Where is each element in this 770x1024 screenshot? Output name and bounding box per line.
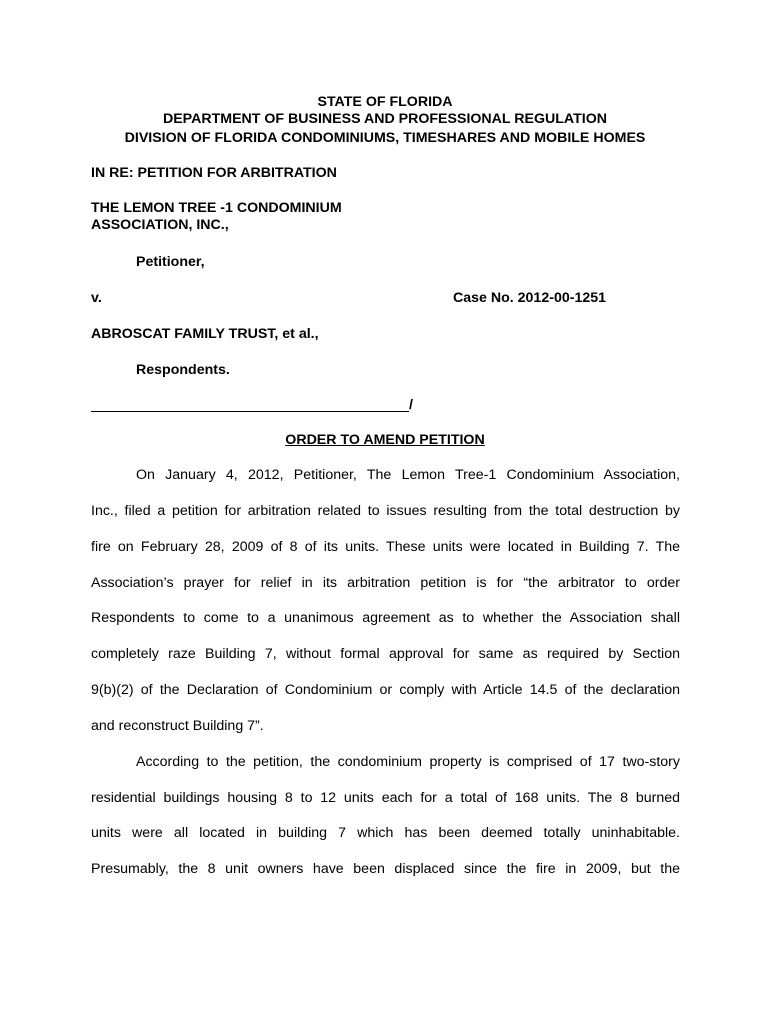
header-division: DIVISION OF FLORIDA CONDOMINIUMS, TIMESHARES AND MOBILE HOMES — [124, 130, 646, 146]
body-p1-line-1: On January 4, 2012, Petitioner, The Lemon Tree-1 Condominium Association, — [136, 467, 680, 483]
caption-versus: v. — [91, 290, 102, 306]
caption-respondent-name: ABROSCAT FAMILY TRUST, et al., — [91, 326, 319, 342]
body-p1-line-7: 9(b)(2) of the Declaration of Condominium or comply with Article 14.5 of the declaration — [91, 682, 680, 698]
body-p1-line-3: fire on February 28, 2009 of 8 of its units. These units were located in Building 7. The — [91, 539, 680, 555]
header-state: STATE OF FLORIDA — [317, 94, 453, 110]
caption-in-re: IN RE: PETITION FOR ARBITRATION — [91, 165, 337, 181]
body-p1-line-8: and reconstruct Building 7”. — [91, 718, 264, 734]
body-p2-line-1: According to the petition, the condominium property is comprised of 17 two-story — [136, 754, 680, 770]
caption-slash: / — [409, 397, 413, 413]
body-p2-line-3: units were all located in building 7 which has been deemed totally uninhabitable. — [91, 825, 680, 841]
caption-respondent-role: Respondents. — [136, 362, 230, 378]
caption-signature-line — [91, 411, 409, 412]
caption-petitioner-name-1: THE LEMON TREE -1 CONDOMINIUM — [91, 200, 342, 216]
body-p2-line-2: residential buildings housing 8 to 12 units each for a total of 168 units. The 8 burned — [91, 790, 680, 806]
caption-case-number: Case No. 2012-00-1251 — [453, 290, 607, 306]
body-p1-line-2: Inc., filed a petition for arbitration related to issues resulting from the total destruction by — [91, 503, 680, 519]
header-department: DEPARTMENT OF BUSINESS AND PROFESSIONAL REGULATION — [162, 111, 608, 127]
order-title: ORDER TO AMEND PETITION — [285, 432, 485, 448]
body-p1-line-5: Respondents to come to a unanimous agreement as to whether the Association shall — [91, 610, 680, 626]
body-p1-line-4: Association’s prayer for relief in its arbitration petition is for “the arbitrator to order — [91, 575, 680, 591]
caption-petitioner-role: Petitioner, — [136, 254, 205, 270]
caption-petitioner-name-2: ASSOCIATION, INC., — [91, 217, 229, 233]
body-p1-line-6: completely raze Building 7, without formal approval for same as required by Section — [91, 646, 680, 662]
body-p2-line-4: Presumably, the 8 unit owners have been displaced since the fire in 2009, but the — [91, 861, 680, 877]
